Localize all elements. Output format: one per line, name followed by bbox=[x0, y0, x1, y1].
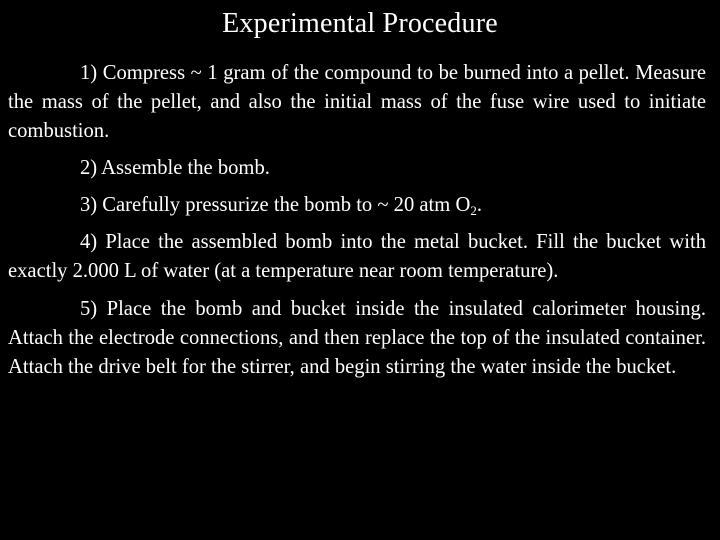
oxygen-subscript: 2 bbox=[470, 203, 477, 218]
slide-title: Experimental Procedure bbox=[222, 8, 498, 39]
procedure-step-3-end: . bbox=[476, 194, 482, 216]
procedure-step-3-text: 3) Carefully pressurize the bomb to ~ 20 atm O bbox=[80, 194, 471, 216]
procedure-step-3 bbox=[8, 191, 706, 220]
procedure-body bbox=[8, 59, 706, 382]
procedure-step-2: 2) Assemble the bomb. bbox=[80, 157, 270, 179]
procedure-step-4: 4) Place the assembled bomb into the metal bucket. Fill the bucket with exactly 2.000 L of water (at a temperature near room temperature). bbox=[8, 231, 706, 282]
procedure-step-5: 5) Place the bomb and bucket inside the insulated calorimeter housing. Attach the electrode connections, and then replace the top of the insulated container. Attach the drive belt for the stirrer, and begin stirring the water inside the bucket. bbox=[8, 298, 706, 378]
procedure-step-1: 1) Compress ~ 1 gram of the compound to be burned into a pellet. Measure the mass of the pellet, and also the initial mass of the fuse wire used to initiate combustion. bbox=[8, 62, 706, 142]
